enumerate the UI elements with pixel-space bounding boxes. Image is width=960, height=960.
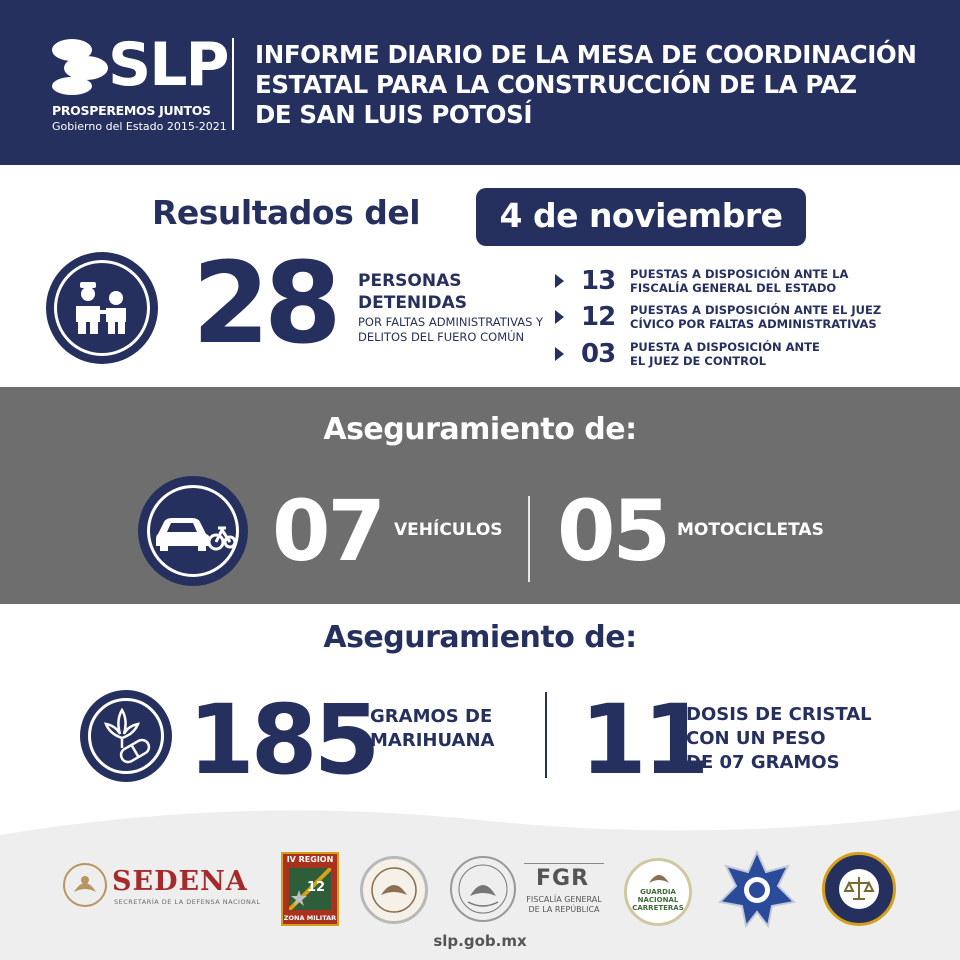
cristal-label-line: DE 07 GRAMOS — [686, 752, 840, 773]
fgr-logo-text: FGR — [536, 866, 590, 891]
cristal-label-line: DOSIS DE CRISTAL — [686, 704, 872, 725]
logo-text: SLP — [108, 30, 228, 100]
header-title-line: DE SAN LUIS POTOSÍ — [255, 100, 533, 129]
breakdown-text-line: PUESTA A DISPOSICIÓN ANTE — [630, 340, 820, 354]
fgr-subtitle — [524, 895, 604, 915]
guardia-carreteras-line: GUARDIA — [640, 888, 676, 896]
motorcycles-count: 05 — [557, 482, 668, 580]
triangle-bullet-icon — [555, 310, 564, 324]
breakdown-text — [630, 303, 881, 331]
triangle-bullet-icon — [555, 347, 564, 361]
sedena-subtitle: SECRETARÍA DE LA DEFENSA NACIONAL — [114, 898, 261, 906]
drugs-title: Aseguramiento de: — [323, 620, 637, 655]
detained-count: 28 — [192, 239, 336, 369]
eagle-icon — [647, 867, 671, 889]
vehicles-title: Aseguramiento de: — [323, 412, 637, 447]
breakdown-text-line: CÍVICO POR FALTAS ADMINISTRATIVAS — [630, 317, 877, 331]
motorcycles-label: MOTOCICLETAS — [677, 520, 824, 540]
logo-tagline: PROSPEREMOS JUNTOS — [52, 103, 211, 118]
police-star-icon — [718, 850, 796, 928]
results-title: Resultados del — [152, 193, 421, 232]
breakdown-text — [630, 340, 820, 368]
guardia-carreteras-line: CARRETERAS — [632, 904, 684, 912]
date-badge: 4 de noviembre — [476, 188, 806, 246]
header-divider — [232, 38, 234, 130]
guardia-carreteras-text — [630, 888, 686, 912]
logo-subtitle: Gobierno del Estado 2015-2021 — [52, 120, 227, 133]
detained-heading-line: DETENIDAS — [358, 293, 467, 313]
breakdown-number: 03 — [581, 339, 616, 369]
vehicles-divider — [528, 496, 530, 582]
detained-heading-line: PERSONAS — [358, 271, 462, 291]
fiscalia-estado-seal-icon — [822, 852, 896, 926]
header-title-line: ESTATAL PARA LA CONSTRUCCIÓN DE LA PAZ — [255, 70, 857, 99]
zona-number: 12 — [307, 880, 326, 895]
header-title — [255, 40, 945, 130]
breakdown-text — [630, 267, 848, 295]
detention-icon — [46, 252, 158, 364]
marihuana-count: 185 — [188, 684, 377, 796]
zona-label: ZONA MILITAR — [283, 914, 337, 922]
sedena-logo-text: SEDENA — [112, 866, 248, 897]
detained-heading — [358, 270, 467, 314]
vehicles-label: VEHÍCULOS — [394, 520, 503, 540]
zona-region: IV REGION — [286, 855, 334, 864]
website-url: slp.gob.mx — [433, 932, 527, 950]
drugs-divider — [545, 692, 547, 778]
slp-logo-icon — [50, 36, 110, 96]
detained-subtext — [358, 315, 543, 345]
zona-militar-badge — [281, 852, 339, 926]
cristal-count: 11 — [580, 684, 706, 796]
breakdown-text-line: PUESTAS A DISPOSICIÓN ANTE LA — [630, 267, 849, 281]
guardia-nacional-seal-icon — [360, 856, 428, 924]
vehicles-count: 07 — [272, 482, 383, 580]
breakdown-number: 13 — [581, 266, 616, 296]
scales-justice-icon — [843, 873, 875, 905]
detained-subtext-line: DELITOS DEL FUERO COMÚN — [358, 330, 525, 344]
marihuana-label — [370, 705, 494, 753]
guardia-carreteras-line: NACIONAL — [637, 896, 679, 904]
header-banner — [0, 0, 960, 165]
marihuana-label-line: GRAMOS DE — [370, 706, 493, 727]
mexico-eagle-seal-icon — [62, 862, 108, 908]
car-motorcycle-icon — [138, 476, 248, 586]
fgr-subtitle-line: DE LA REPÚBLICA — [528, 905, 600, 914]
breakdown-text-line: EL JUEZ DE CONTROL — [630, 354, 767, 368]
breakdown-text-line: FISCALÍA GENERAL DEL ESTADO — [630, 281, 837, 295]
cannabis-pill-icon — [80, 690, 172, 782]
marihuana-label-line: MARIHUANA — [370, 730, 495, 751]
cristal-label-line: CON UN PESO — [686, 728, 826, 749]
triangle-bullet-icon — [555, 274, 564, 288]
breakdown-text-line: PUESTAS A DISPOSICIÓN ANTE EL JUEZ — [630, 303, 882, 317]
fgr-subtitle-line: FISCALÍA GENERAL — [526, 895, 602, 904]
mexico-shield-seal-icon — [450, 856, 516, 922]
detained-subtext-line: POR FALTAS ADMINISTRATIVAS Y — [358, 315, 544, 329]
header-title-line: INFORME DIARIO DE LA MESA DE COORDINACIÓN — [255, 40, 917, 69]
breakdown-number: 12 — [581, 302, 616, 332]
cristal-label — [686, 703, 872, 775]
